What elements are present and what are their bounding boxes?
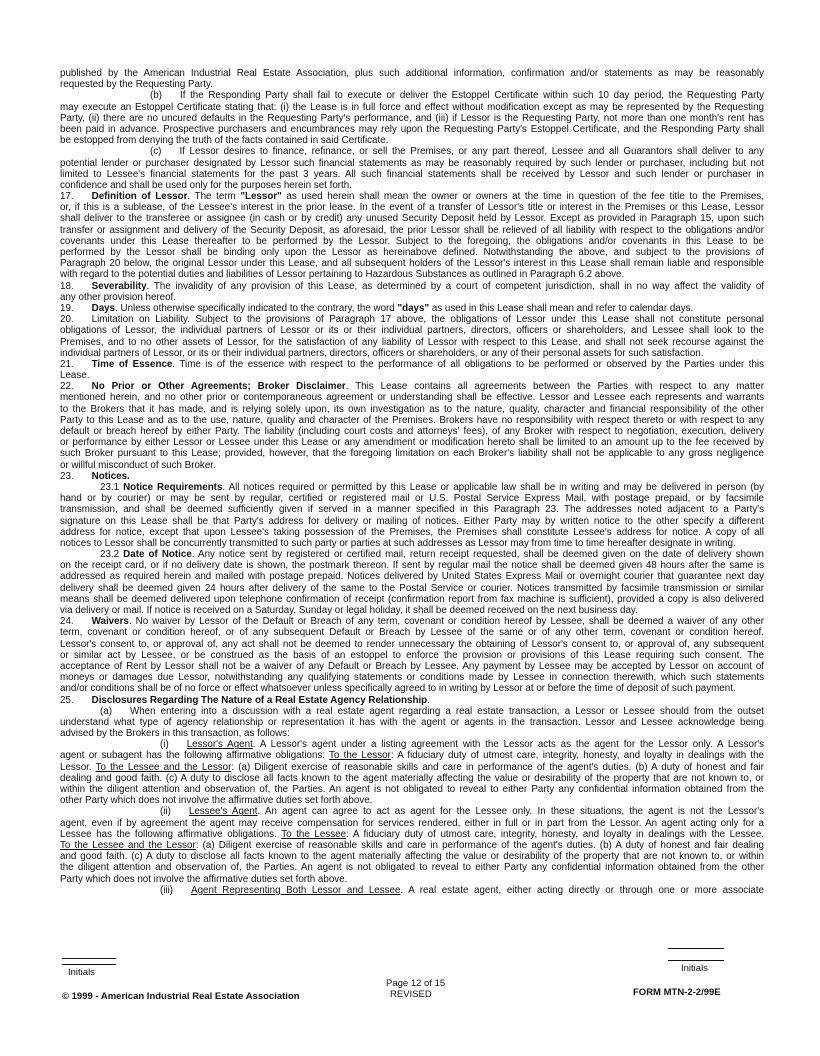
- bold-heading-text: Severability: [91, 280, 147, 292]
- bold-heading-text: Disclosures Regarding The Nature of a Real Estate Agency Relationship: [91, 694, 428, 706]
- text-run: Party to this Lease and as to the use, nature, quality and character of the Premises. Brokers have no responsibility with respect thereto or with respect to any: [60, 414, 764, 426]
- text-run: If Lessor desires to finance, refinance, or sell the Premises, or any part thereof, Lessee and all Guarantors shall deliver to any: [179, 146, 764, 158]
- bold-heading-text: No Prior or Other Agreements; Broker Disclaimer: [91, 381, 346, 393]
- text-line: [60, 325, 764, 336]
- text-run: and/or conditions shall be of no force or effect whatsoever unless specifically agreed to in writing by Lessor at or before the time of deposit of such payment.: [60, 683, 736, 695]
- text-run: 19.: [60, 302, 74, 314]
- text-line: [60, 213, 764, 224]
- text-line: [60, 538, 764, 549]
- initials-line-left-bottom: [62, 964, 116, 965]
- text-line: [60, 516, 764, 527]
- text-line: [60, 392, 764, 403]
- text-run: on the receipt card, or if no delivery date is shown, the postmark thereon. If sent by regular mail the notice shall be deemed given 48 hours after the same is: [60, 560, 764, 572]
- text-run: (iii): [160, 884, 174, 896]
- copyright-notice: © 1999 - American Industrial Real Estate Association: [62, 991, 300, 1002]
- text-line: [60, 437, 764, 448]
- text-run: potential lender or purchaser designated by Lessor such financial statements as may be reasonably required by such lender or purchaser, including but not: [60, 157, 764, 169]
- text-line: [60, 303, 764, 314]
- bold-heading-text: Notices.: [91, 470, 130, 482]
- text-line: [60, 560, 764, 571]
- text-run: (i): [160, 739, 169, 751]
- text-run: as used in this Lease shall mean and refer to calendar days.: [429, 302, 694, 314]
- revised-label: REVISED: [390, 989, 432, 1000]
- text-run: (ii): [160, 806, 171, 818]
- initials-label-left: Initials: [68, 967, 95, 978]
- text-run: . The term: [187, 191, 241, 203]
- text-line: [60, 527, 764, 538]
- text-run: been paid in advance. Prospective purchasers and encumbrances may rely upon the Requesting Party's Estoppel Certificate, and the Responding Party shall: [60, 123, 764, 135]
- text-line: [60, 113, 764, 124]
- text-run: means shall be deemed delivered upon telephone confirmation of receipt (confirmation report from fax machine is sufficient), provided a copy is also delivered: [60, 593, 764, 605]
- text-run: or similar act by Lessee, or be construed as the basis of an estoppel to enforce the provision or provisions of this Lease requiring such consent. The: [60, 649, 764, 661]
- text-line: [60, 605, 764, 616]
- text-run: as used herein shall mean the owner or owners at the time in question of the fee title to the Premises,: [281, 191, 764, 203]
- text-run: agent or subagent has the following affirmative obligations:: [60, 750, 330, 762]
- text-run: . All notices required or permitted by this Lease or applicable law shall be in writing and may be delivered in person (by: [222, 481, 764, 493]
- bold-heading-text: Days: [91, 302, 116, 314]
- text-run: notices to Lessor shall be concurrently transmitted to such party or parties at such addresses as Lessor may from time to time hereafter designate in writing.: [60, 537, 736, 549]
- underlined-text: Lessee's Agent: [188, 806, 258, 818]
- text-line: [60, 426, 764, 437]
- text-run: 23.1: [100, 481, 124, 493]
- text-line: [60, 571, 764, 582]
- text-run: within the diligent attention and observation of, the Parties. An agent is not obligated to reveal to either Party any confidential information obtained from the: [60, 784, 764, 795]
- text-run: . Unless otherwise specifically indicated to the contrary, the word: [115, 302, 398, 314]
- text-line: [60, 381, 764, 392]
- text-run: Paragraph 20 below, the original Lessor under this Lease, and all subsequent holders of the Lessor's interest in this Lease shall remain liable and responsible: [60, 258, 764, 270]
- initials-line-right-bottom: [668, 960, 724, 961]
- text-line: [60, 348, 764, 359]
- text-run: understand what type of agency relationship or representation it has with the agent or agents in the transaction. Lessor and Lessee acknowledge being: [60, 716, 764, 728]
- text-run: . A Lessor's agent under a listing agreement with the Lessor acts as the agent for the Lessor only. A Lessor's: [252, 739, 764, 751]
- text-line: [60, 124, 764, 135]
- text-run: moneys or damages due Lessor, notwithstanding any qualifying statements or conditions made by Lessee in connection therewith, which such statements: [60, 672, 764, 684]
- text-run: . The invalidity of any provision of this Lease, as determined by a court of competent jurisdiction, shall in no way affect the validity of: [146, 280, 764, 292]
- text-run: requested by the Requesting Party.: [60, 79, 213, 91]
- text-run: 24.: [60, 616, 74, 628]
- text-run: . An agent can agree to act as agent for the Lessee only. In these situations, the agent is not the Lessor's: [257, 806, 764, 818]
- text-line: [60, 404, 764, 415]
- text-line: [60, 862, 764, 873]
- text-line: [60, 695, 764, 706]
- text-run: shall deliver to the transferee or assignee (in cash or by credit) any unused Security Deposit held by Lessor. Except as provided in Paragraph 15, upon such: [60, 213, 764, 225]
- text-line: [60, 661, 764, 672]
- text-line: [60, 460, 764, 471]
- text-line: [60, 818, 764, 829]
- text-line: [60, 191, 764, 202]
- text-run: other Party which does not involve the affirmative duties set forth above.: [60, 795, 373, 807]
- text-run: 20.: [60, 314, 74, 326]
- text-line: [60, 583, 764, 594]
- text-line: [60, 784, 764, 795]
- text-run: . This Lease contains all agreements between the Parties with respect to any matter: [345, 381, 764, 393]
- lease-body-text: [60, 68, 764, 968]
- underlined-text: Lessor's Agent: [186, 739, 253, 751]
- bold-heading-text: Waivers: [91, 616, 129, 628]
- text-line: [60, 750, 764, 761]
- initials-line-left-top: [62, 958, 116, 959]
- text-line: [60, 281, 764, 292]
- text-run: with regard to the potential duties and liabilities of Lessor pertaining to Hazardous Substances as outlined in Paragraph 6.2 above.: [60, 269, 625, 281]
- text-line: [60, 806, 764, 817]
- text-line: [60, 874, 764, 885]
- text-line: [60, 616, 764, 627]
- text-run: Lessor.: [60, 761, 96, 773]
- text-line: [60, 146, 764, 157]
- text-line: [60, 102, 764, 113]
- text-run: limited to Lessee's financial statements for the past 3 years. All such financial statements shall be received by Lessor and such lender or purchaser in: [60, 168, 764, 180]
- text-run: may execute an Estoppel Certificate stating that: (i) the Lease is in full force and effect without modification except as may be represented by the Requesting: [60, 101, 764, 113]
- text-line: [60, 762, 764, 773]
- text-line: [60, 79, 764, 90]
- text-run: 23.: [60, 470, 74, 482]
- text-run: . Any notice sent by registered or certified mail, return receipt requested, shall be deemed given on the date of delivery shown: [191, 549, 764, 561]
- text-line: [60, 639, 764, 650]
- text-run: .: [427, 694, 430, 706]
- text-run: Party, (ii) there are no uncured defaults in the Requesting Party's performance, and (iii) if Lessor is the Requesting Party, not more than one month's rent has: [60, 112, 764, 124]
- text-run: obligations of Lessor, the individual partners of Lessor or its or their individual partners, directors, officers or shareholders, and Lessee shall look to the: [60, 325, 764, 337]
- text-line: [60, 739, 764, 750]
- text-run: 18.: [60, 280, 74, 292]
- text-line: [60, 885, 764, 896]
- text-run: 22.: [60, 381, 74, 393]
- text-run: If the Responding Party shall fail to execute or deliver the Estoppel Certificate within such 10 day period, the Requesting Party: [179, 90, 764, 102]
- text-run: be estopped from denying the truth of the facts contained in said Certificate.: [60, 135, 389, 147]
- text-run: : A fiduciary duty of utmost care, integrity, honesty, and loyalty in dealings with the Lessee.: [346, 828, 764, 840]
- text-line: [60, 370, 764, 381]
- text-line: [60, 482, 764, 493]
- bold-heading-text: "Lessor": [240, 191, 282, 203]
- text-run: or, if this is a sublease, of the Lessee's interest in the prior lease. In the event of a transfer of Lessor's title or interest in the Premises or this Lease, Lessor: [60, 202, 764, 214]
- text-run: signature on this Lease shall be that Party's address for delivery or mailing of notices. Either Party may by written notice to the other specify a different: [60, 515, 764, 527]
- text-run: term, covenant or condition hereof, or of any subsequent Default or Breach by Lessee of the same or of any other term, covenant or condition hereof.: [60, 627, 764, 639]
- text-run: published by the American Industrial Real Estate Association, plus such additional information, confirmation and/or statements as may be reasonably: [60, 68, 764, 79]
- text-run: 17.: [60, 191, 74, 203]
- bold-heading-text: Definition of Lessor: [91, 191, 188, 203]
- text-run: or willful misconduct of such Broker.: [60, 459, 216, 471]
- text-line: [60, 180, 764, 191]
- text-line: [60, 314, 764, 325]
- text-line: [60, 840, 764, 851]
- text-run: agent, even if by agreement the agent may receive compensation for services rendered, either in full or in part from the Lessor. An agent acting only for a: [60, 817, 764, 829]
- text-run: and good faith. (c) A duty to disclose all facts known to the agent materially affecting the value or desirability of the property that are not known to, or within: [60, 851, 764, 863]
- underlined-text: To the Lessee: [281, 828, 347, 840]
- text-run: address for notice, except that upon Lessee's taking possession of the Premises, the Premises shall constitute Lessee's address for notice. A copy of all: [60, 526, 764, 538]
- text-line: [60, 135, 764, 146]
- text-run: covenants under this Lease thereafter to be performed by the Lessor. Subject to the foregoing, the obligations and/or covenants in this Lease to be: [60, 235, 764, 247]
- text-line: [60, 225, 764, 236]
- text-run: such Broker pursuant to this Lease; provided, however, that the foregoing limitation on each Broker's liability shall not be applicable to any gross negligence: [60, 448, 764, 460]
- text-run: Premises, and to no other assets of Lessor, for the satisfaction of any liability of Lessor with respect to this Lease, and shall not seek recourse against the: [60, 336, 764, 348]
- text-run: advised by the Brokers in this transaction, as follows:: [60, 728, 290, 740]
- text-run: (c): [150, 146, 162, 158]
- text-run: (b): [150, 90, 162, 102]
- underlined-text: To the Lessor: [329, 750, 391, 762]
- text-line: [60, 68, 764, 79]
- text-line: [60, 851, 764, 862]
- initials-line-right-top: [668, 948, 724, 949]
- text-line: [60, 292, 764, 303]
- text-line: [60, 247, 764, 258]
- text-line: [60, 337, 764, 348]
- text-line: [60, 504, 764, 515]
- text-run: performed by the Lessor shall be binding only upon the Lessor as hereinabove defined. Notwithstanding the above, and subject to the provisions of: [60, 247, 764, 258]
- text-run: : (a) Diligent exercise of reasonable skills and care in performance of the agent's duties. (b) A duty of honest and fair dealing: [195, 839, 764, 851]
- text-run: hand or by courier) or may be sent by regular, certified or registered mail or U.S. Postal Service Express Mail, with postage prepaid, or by facsimile: [60, 493, 764, 505]
- text-run: Lessee has the following affirmative obligations.: [60, 828, 282, 840]
- form-number: FORM MTN-2-2/99E: [633, 987, 721, 998]
- text-run: (a): [100, 705, 112, 717]
- text-run: 25.: [60, 694, 74, 706]
- text-line: [60, 258, 764, 269]
- bold-heading-text: "days": [397, 302, 430, 314]
- text-line: [60, 672, 764, 683]
- text-run: addressed as required herein and mailed with postage prepaid. Notices delivered by United States Express Mail or overnight courier that guarantee next day: [60, 571, 764, 583]
- text-run: default or breach hereof by either Party. The liability (including court costs and attorneys' fees), of any Broker with respect to negotiation, execution, delivery: [60, 426, 764, 437]
- text-run: Lease.: [60, 370, 90, 382]
- text-line: [60, 795, 764, 806]
- text-line: [60, 728, 764, 739]
- underlined-text: Agent Representing Both Lessor and Lessee: [191, 884, 401, 896]
- text-run: any other provision hereof.: [60, 291, 176, 303]
- text-line: [60, 415, 764, 426]
- text-run: delivery shall be deemed given 24 hours after delivery of the same to the Postal Service or courier. Notices transmitted by facsimile transmission or similar: [60, 582, 764, 594]
- text-line: [60, 202, 764, 213]
- text-line: [60, 448, 764, 459]
- text-line: [60, 169, 764, 180]
- text-run: transmission, and shall be deemed sufficiently given if served in a manner specified in this Paragraph 23. The addresses noted adjacent to a Party's: [60, 504, 764, 516]
- text-run: . No waiver by Lessor of the Default or Breach of any term, covenant or condition hereof by Lessee, shall be deemed a waiver of any other: [128, 616, 764, 628]
- text-run: . Time is of the essence with respect to the performance of all obligations to be performed or observed by the Parties under this: [172, 358, 764, 370]
- text-line: [60, 829, 764, 840]
- text-line: [60, 594, 764, 605]
- text-run: individual partners of Lessor, or its or their individual partners, directors, officers or shareholders, or any of their personal assets for such satisfaction.: [60, 347, 704, 359]
- text-line: [60, 706, 764, 717]
- text-run: 23.2: [100, 549, 124, 561]
- text-line: [60, 90, 764, 101]
- text-line: [60, 359, 764, 370]
- text-line: [60, 627, 764, 638]
- text-line: [60, 236, 764, 247]
- initials-label-right: Initials: [681, 963, 708, 974]
- bold-heading-text: Time of Essence: [91, 358, 173, 370]
- text-run: Party which does not involve the affirmative duties set forth above.: [60, 873, 348, 885]
- text-run: transfer or assignment and delivery of the Security Deposit, as aforesaid, the prior Lessor shall be relieved of all liability with respect to the obligations and/or: [60, 224, 764, 236]
- text-line: [60, 650, 764, 661]
- text-line: [60, 773, 764, 784]
- text-line: [60, 717, 764, 728]
- text-line: [60, 471, 764, 482]
- text-line: [60, 158, 764, 169]
- bold-heading-text: Date of Notice: [123, 549, 192, 561]
- text-line: [60, 549, 764, 560]
- text-line: [60, 683, 764, 694]
- text-run: mentioned herein, and no other prior or contemporaneous agreement or understanding shall be effective. Lessor and Lessee each represents and warrants: [60, 392, 764, 404]
- text-line: [60, 493, 764, 504]
- text-run: : A fiduciary duty of utmost care, integrity, honesty, and loyalty in dealings with the: [390, 750, 764, 762]
- text-run: the diligent attention and observation of, the Parties. An agent is not obligated to reveal to either Party any confidential information obtained from the other: [60, 862, 764, 874]
- text-run: : (a) Diligent exercise of reasonable skills and care in performance of the agent's duties. (b) A duty of honest and fair: [231, 761, 764, 773]
- text-run: or performance by either Lessor or Lessee under this Lease or any amendment or modification hereto shall be limited to an amount up to the fee received by: [60, 437, 764, 449]
- text-run: Lessor's consent to, or approval of, any act shall not be deemed to render unnecessary the obtaining of Lessor's consent to, or approval of, any subsequent: [60, 638, 764, 650]
- underlined-text: To the Lessee and the Lessor: [60, 839, 196, 851]
- page-number: Page 12 of 15: [386, 978, 446, 989]
- bold-heading-text: Notice Requirements: [123, 481, 223, 493]
- underlined-text: To the Lessee and the Lessor: [95, 761, 232, 773]
- text-run: acceptance of Rent by Lessor shall not be a waiver of any Default or Breach by Lessee. Any payment by Lessee may be accepted by Lessor on account of: [60, 660, 764, 672]
- text-run: . A real estate agent, either acting directly or through one or more associate: [400, 884, 764, 896]
- text-run: 21.: [60, 358, 74, 370]
- text-run: confidence and shall be used only for the purposes herein set forth.: [60, 179, 352, 191]
- text-run: dealing and good faith. (c) A duty to disclose all facts known to the agent materially affecting the value or desirability of the property that are not known to, or: [60, 772, 764, 784]
- text-run: Limitation on Liability. Subject to the provisions of Paragraph 17 above, the obligations of Lessor under this Lease shall not constitute personal: [91, 314, 764, 326]
- text-run: When entering into a discussion with a real estate agent regarding a real estate transaction, a Lessor or Lessee should from the outset: [129, 705, 764, 717]
- text-line: [60, 269, 764, 280]
- text-run: to the Brokers that it has made, and is relying solely upon, its own investigation as to the nature, quality, character and financial responsibility of the other: [60, 403, 764, 415]
- text-run: via delivery or mail. If notice is received on a Saturday, Sunday or legal holiday, it shall be deemed received on the next business day.: [60, 605, 638, 616]
